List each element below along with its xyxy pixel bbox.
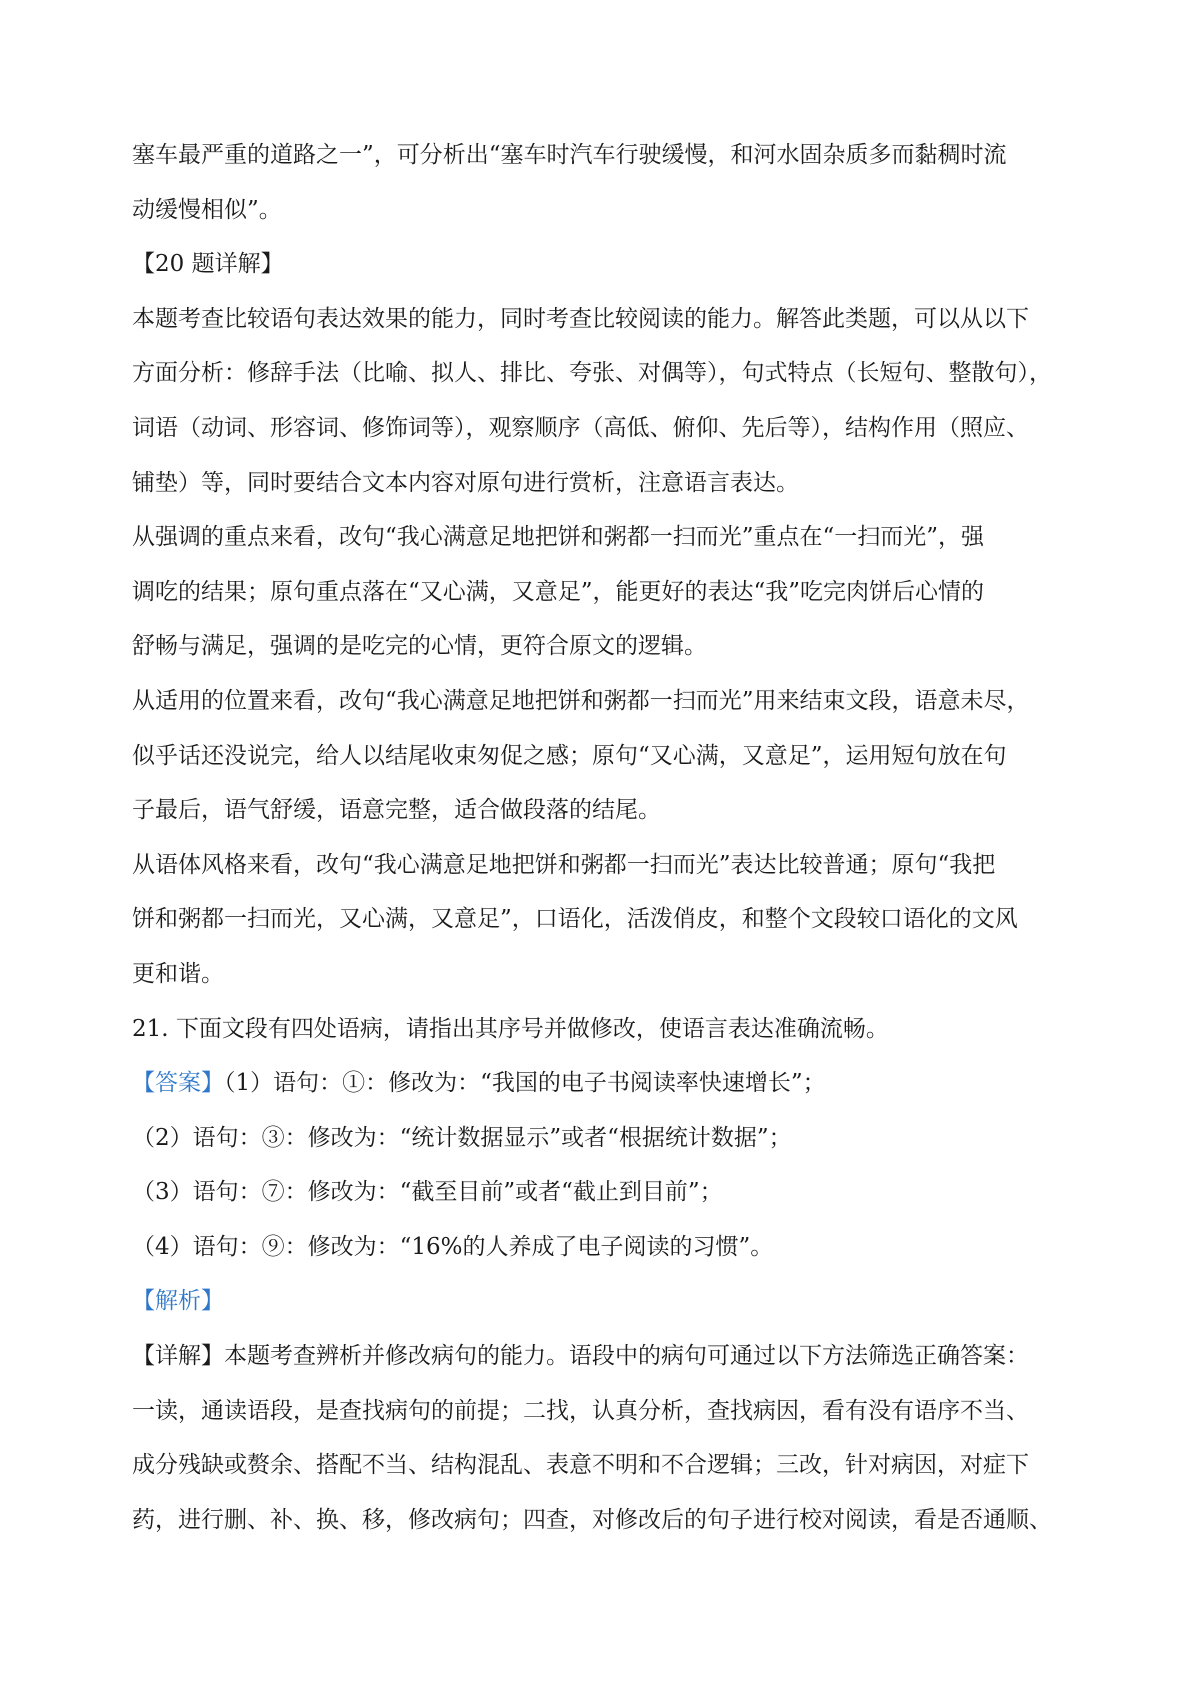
q21-detail-line-4: 药，进行删、补、换、移，修改病句；四查，对修改后的句子进行校对阅读，看是否通顺、 <box>132 1506 1052 1533</box>
q20-emphasis-line-1: 从强调的重点来看，改句“我心满意足地把饼和粥都一扫而光”重点在“一扫而光”，强 <box>132 524 985 551</box>
q20-style-line-1: 从语体风格来看，改句“我心满意足地把饼和粥都一扫而光”表达比较普通；原句“我把 <box>132 851 996 878</box>
q21-detail-line-2: 一读，通读语段，是查找病句的前提；二找，认真分析，查找病因，看有没有语序不当、 <box>132 1397 1029 1424</box>
q21-detail-line-3: 成分残缺或赘余、搭配不当、结构混乱、表意不明和不合逻辑；三改，针对病因，对症下 <box>132 1452 1029 1479</box>
q20-intro-line-3: 词语（动词、形容词、修饰词等），观察顺序（高低、俯仰、先后等），结构作用（照应、 <box>132 414 1029 441</box>
prev-explanation-line-1: 塞车最严重的道路之一”，可分析出“塞车时汽车行驶缓慢，和河水固杂质多而黏稠时流 <box>132 142 1007 168</box>
q20-emphasis-line-2: 调吃的结果；原句重点落在“又心满，又意足”，能更好的表达“我”吃完肉饼后心情的 <box>132 578 985 605</box>
q20-emphasis-line-3: 舒畅与满足，强调的是吃完的心情，更符合原文的逻辑。 <box>132 633 707 660</box>
q21-question: 21. 下面文段有四处语病，请指出其序号并做修改，使语言表达准确流畅。 <box>132 1015 889 1042</box>
q20-heading: 【20 题详解】 <box>132 251 284 278</box>
q21-detail-line-1: 【详解】本题考查辨析并修改病句的能力。语段中的病句可通过以下方法筛选正确答案： <box>132 1343 1029 1370</box>
q20-style-line-2: 饼和粥都一扫而光，又心满，又意足”，口语化，活泼俏皮，和整个文段较口语化的文风 <box>132 906 1018 933</box>
q20-position-line-3: 子最后，语气舒缓，语意完整，适合做段落的结尾。 <box>132 797 661 824</box>
q21-answer-line-4: （4）语句：⑨：修改为：“16%的人养成了电子阅读的习惯”。 <box>132 1233 774 1260</box>
q20-style-line-3: 更和谐。 <box>132 960 224 987</box>
q20-intro-line-4: 铺垫）等，同时要结合文本内容对原句进行赏析，注意语言表达。 <box>132 469 799 496</box>
q21-answer-line-1 <box>132 1056 1082 1111</box>
q20-position-line-2: 似乎话还没说完，给人以结尾收束匆促之感；原句“又心满，又意足”，运用短句放在句 <box>132 742 1007 769</box>
q21-answer-line-2: （2）语句：③：修改为：“统计数据显示”或者“根据统计数据”； <box>132 1124 792 1151</box>
document-body <box>132 128 1082 1547</box>
q20-position-line-1: 从适用的位置来看，改句“我心满意足地把饼和粥都一扫而光”用来结束文段，语意未尽， <box>132 687 1030 714</box>
answer-item-1: （1）语句：①：修改为：“我国的电子书阅读率快速增长”； <box>224 1070 826 1097</box>
q20-intro-line-1: 本题考查比较语句表达效果的能力，同时考查比较阅读的能力。解答此类题，可以从以下 <box>132 305 1029 332</box>
answer-tag: 【答案】 <box>132 1070 224 1097</box>
prev-explanation-line-2: 动缓慢相似”。 <box>132 196 282 223</box>
analysis-tag: 【解析】 <box>132 1288 224 1315</box>
q21-answer-line-3: （3）语句：⑦：修改为：“截至目前”或者“截止到目前”； <box>132 1179 723 1206</box>
q20-intro-line-2: 方面分析：修辞手法（比喻、拟人、排比、夸张、对偶等），句式特点（长短句、整散句）， <box>132 360 1052 387</box>
